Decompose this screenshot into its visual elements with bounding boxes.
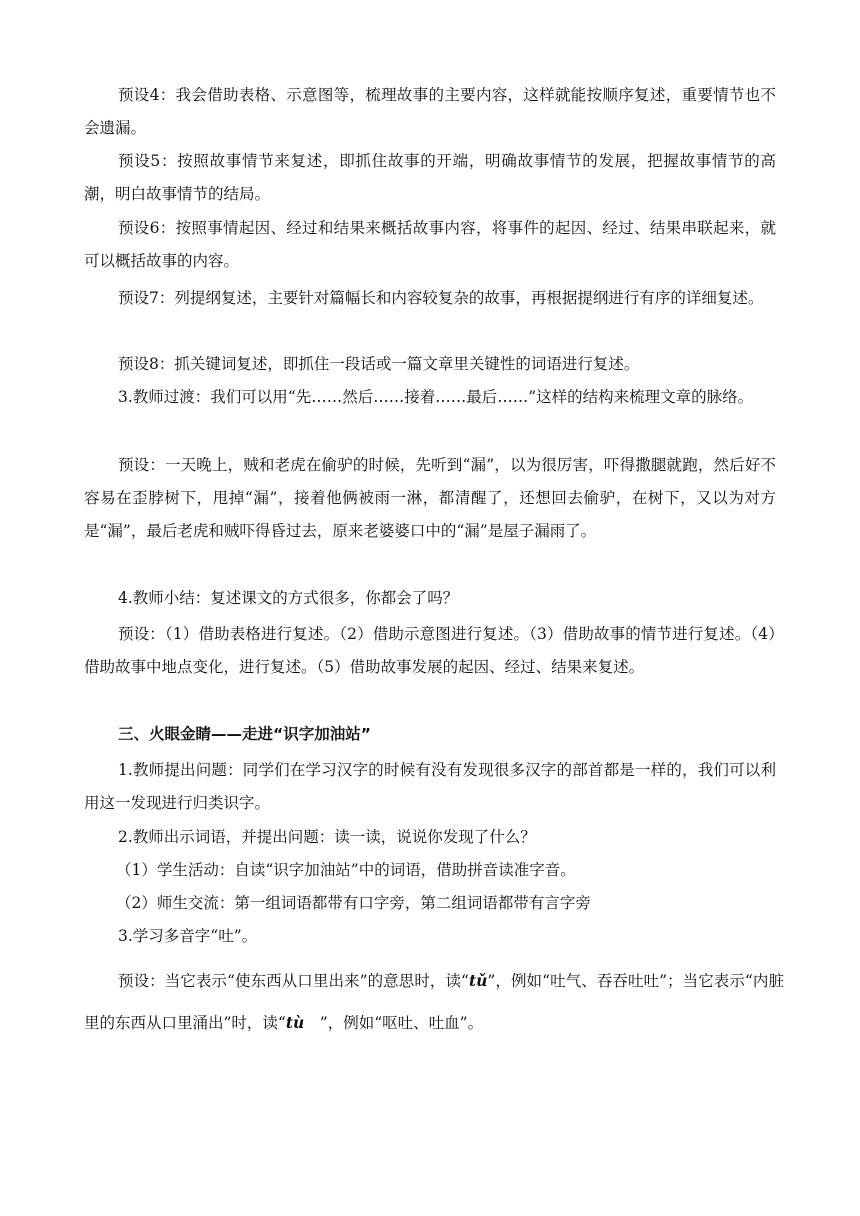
paragraph-preset-6: 预设6：按照事情起因、经过和结果来概括故事内容，将事件的起因、经过、结果串联起来，就可以概括故事的内容。 [84, 219, 776, 270]
paragraph-preset-story: 预设：一天晚上，贼和老虎在偷驴的时候，先听到“漏”，以为很厉害，吓得撒腿就跑，然后好不容易在歪脖树下，甩掉“漏”，接着他俩被雨一淋，都清醒了，还想回去偷驴，在树下，又以为对方是“漏”，最后老虎和贼吓得昏过去，原来老婆婆口中的“漏”是屋子漏雨了。 [84, 456, 776, 540]
pronunciation-text-a: 预设：当它表示“使东西从口里出来”的意思时，读“ [118, 972, 469, 990]
pinyin-tu4: tù [285, 1013, 305, 1032]
pronunciation-text-c: ”，例如“呕吐、吐血”。 [304, 1014, 484, 1032]
paragraph-preset-8: 预设8：抓关键词复述，即抓住一段话或一篇文章里关键性的词语进行复述。 [118, 355, 640, 373]
paragraph-preset-7: 预设7：列提纲复述，主要针对篇幅长和内容较复杂的故事，再根据提纲进行有序的详细复述。 [118, 289, 764, 307]
paragraph-polyphone: 3.学习多音字“吐”。 [118, 927, 258, 945]
paragraph-teacher-words: 2.教师出示词语，并提出问题：读一读，说说你发现了什么？ [118, 828, 536, 846]
paragraph-preset-pronunciation [84, 960, 784, 1044]
paragraph-teacher-question: 1.教师提出问题：同学们在学习汉字的时候有没有发现很多汉字的部首都是一样的，我们可以利用这一发现进行归类识字。 [84, 761, 776, 812]
paragraph-student-activity: （1）学生活动：自读“识字加油站”中的词语，借助拼音读准字音。 [116, 861, 576, 879]
pronunciation-text-b: ”，例如“吐气、吞吞吐吐”；当它表示“内脏里的东西从口里涌出”时，读“ [84, 972, 784, 1032]
paragraph-preset-5: 预设5：按照故事情节来复述，即抓住故事的开端，明确故事情节的发展，把握故事情节的高潮，明白故事情节的结局。 [84, 152, 776, 203]
pinyin-tu3: tǔ [468, 971, 488, 990]
paragraph-teacher-summary: 4.教师小结：复述课文的方式很多，你都会了吗？ [118, 589, 459, 607]
paragraph-teacher-transition: 3.教师过渡：我们可以用“先……然后……接着……最后……”这样的结构来梳理文章的脉络。 [118, 388, 754, 406]
paragraph-preset-methods: 预设：（1）借助表格进行复述。（2）借助示意图进行复述。（3）借助故事的情节进行复述。（4）借助故事中地点变化，进行复述。（5）借助故事发展的起因、经过、结果来复述。 [84, 625, 776, 676]
section-heading-3: 三、火眼金睛——走进“识字加油站” [118, 725, 371, 743]
paragraph-preset-4: 预设4：我会借助表格、示意图等，梳理故事的主要内容，这样就能按顺序复述，重要情节也不会遗漏。 [84, 86, 776, 137]
paragraph-exchange: （2）师生交流：第一组词语都带有口字旁，第二组词语都带有言字旁 [116, 894, 591, 912]
